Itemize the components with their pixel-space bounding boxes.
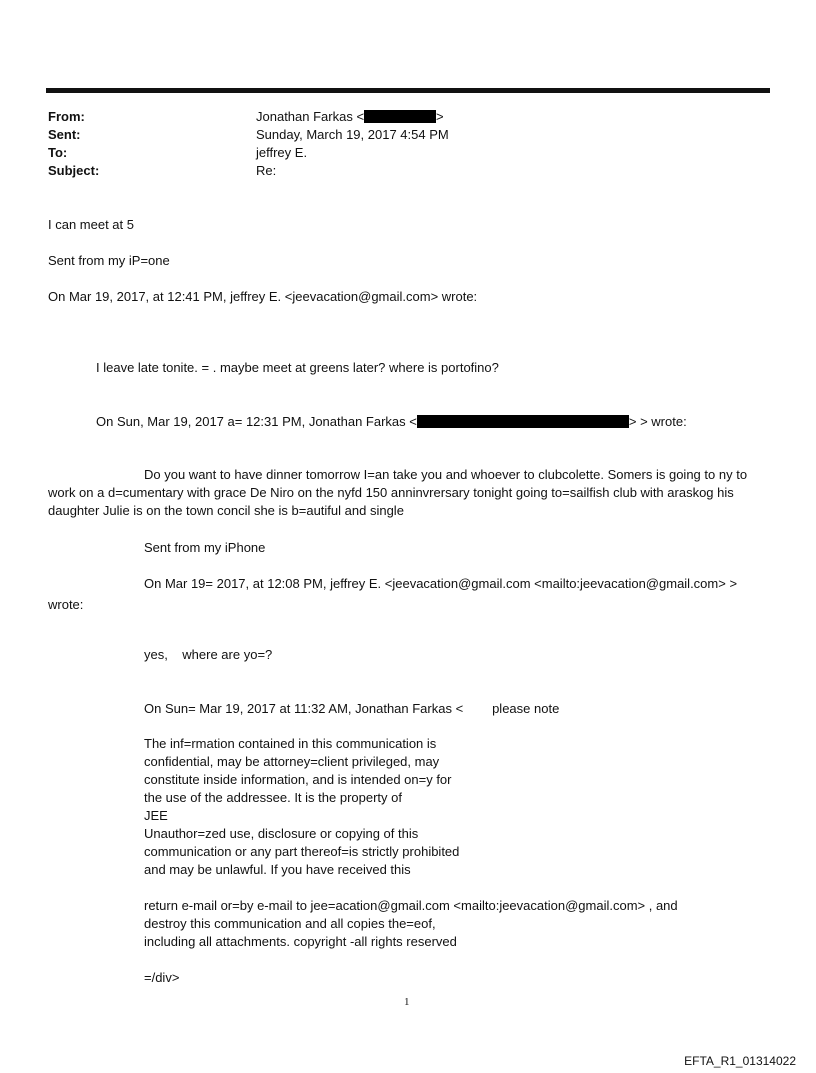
from-value: [256, 108, 444, 126]
paragraph-rest: to work on a d=cumentary with grace De Niro on the nyfd 150 anninvrersary tonight going to=sailfish club with araskog his daughter Julie is on the town concil she is b=autiful and single: [48, 467, 748, 518]
disclaimer-line: constitute inside information, and is intended on=y for: [144, 772, 452, 787]
body-line: Sent from my iP=one: [48, 253, 170, 268]
disclaimer-line: Unauthor=zed use, disclosure or copying of this: [144, 826, 419, 841]
redaction-box: [364, 110, 436, 123]
quote-header-end: > > wrote:: [628, 414, 687, 429]
body-line: Sent from my iPhone: [144, 540, 266, 555]
disclaimer-line: the use of the addressee. It is the property of: [144, 790, 402, 805]
disclaimer-line: The inf=rmation contained in this communication is: [144, 736, 437, 751]
quote-header: On Sun= Mar 19, 2017 at 11:32 AM, Jonathan Farkas < please note: [144, 701, 560, 716]
from-label: From:: [48, 109, 85, 124]
quote-header: On Mar 19= 2017, at 12:08 PM, jeffrey E. <jeevacation@gmail.com <mailto:jeevacation@gmail.com> >: [144, 576, 738, 591]
quote-header: On Mar 19, 2017, at 12:41 PM, jeffrey E. <jeevacation@gmail.com> wrote:: [48, 289, 478, 304]
page-number: 1: [404, 996, 410, 1008]
subject-row: [48, 162, 768, 180]
paragraph-first: Do you want to have dinner tomorrow I=an take you and whoever to clubcolette. Somers is going to ny: [144, 467, 733, 482]
quote-header-start: On Sun, Mar 19, 2017 a= 12:31 PM, Jonathan Farkas <: [96, 414, 417, 429]
from-name: Jonathan Farkas <: [256, 109, 365, 124]
body-line: I leave late tonite. = . maybe meet at greens later? where is portofino?: [96, 360, 499, 375]
body-line: I can meet at 5: [48, 217, 134, 232]
redaction-box: [417, 415, 629, 428]
to-row: [48, 144, 768, 162]
to-value: jeffrey E.: [256, 145, 308, 160]
to-label: To:: [48, 145, 68, 160]
subject-value: Re:: [256, 163, 277, 178]
sent-value: Sunday, March 19, 2017 4:54 PM: [256, 127, 449, 142]
disclaimer-line: JEE: [144, 808, 168, 823]
quote-header: [96, 413, 687, 431]
disclaimer-line: and may be unlawful. If you have received this: [144, 862, 411, 877]
html-artifact: =/div>: [144, 970, 180, 985]
disclaimer-line: confidential, may be attorney=client privileged, may: [144, 754, 440, 769]
disclaimer-line: return e-mail or=by e-mail to jee=acation@gmail.com <mailto:jeevacation@gmail.com> , and: [144, 898, 678, 913]
email-header: [48, 108, 768, 180]
sent-row: [48, 126, 768, 144]
sent-label: Sent:: [48, 127, 81, 142]
disclaimer-line: communication or any part thereof=is strictly prohibited: [144, 844, 460, 859]
from-name-end: >: [436, 109, 444, 124]
header-rule: [46, 88, 770, 93]
quote-header-wrap: wrote:: [48, 597, 84, 612]
disclaimer-line: including all attachments. copyright -all rights reserved: [144, 934, 457, 949]
message-paragraph: [48, 466, 764, 520]
from-row: [48, 108, 768, 126]
subject-label: Subject:: [48, 163, 100, 178]
document-id: EFTA_R1_01314022: [684, 1054, 796, 1068]
body-line: yes, where are yo=?: [144, 647, 273, 662]
disclaimer-line: destroy this communication and all copies the=eof,: [144, 916, 436, 931]
